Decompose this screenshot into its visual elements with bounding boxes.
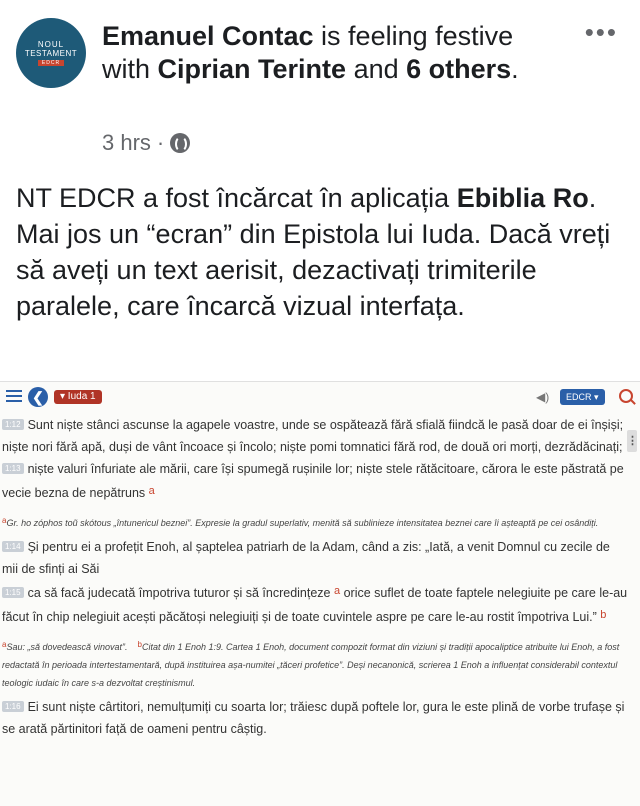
post-body	[16, 180, 631, 324]
page-avatar[interactable]	[16, 18, 86, 88]
verse-text: orice suflet de toate faptele nelegiuite pe care le-au făcut în chip nelegiuit acești păcătoși nelegiuiți și de toate cuvintele aspre pe care le-au rostit împotriva Lui.”	[2, 586, 628, 624]
verse-text: Sunt niște stânci ascunse la agapele voastre, unde se ospătează fără sfială fiindcă le pasă doar de ei înșiși; niște nori fără apă, duși de vânt încoace și încolo; niște pomi tomnatici fără rod, de două ori morți, dezrădăcinați;	[2, 418, 624, 454]
footnote-marker: a	[2, 640, 7, 649]
footnote-marker[interactable]: b	[600, 609, 607, 621]
footnote-text: Gr. ho zóphos toũ skótous „întunericul beznei”. Expresie la gradul superlativ, menită să sublinieze intensitatea beznei care îi așteaptă pe cei osândiți.	[6, 518, 599, 528]
speaker-icon[interactable]: ◀)	[536, 390, 550, 404]
verse-text: niște valuri înfuriate ale mării, care își spumegă rușinile lor; niște stele rătăcitoare, cărora le este păstrată pe vecie bezna de nepătruns	[2, 462, 624, 500]
tagged-user[interactable]: Ciprian Terinte	[157, 54, 347, 84]
book-selector[interactable]: ▾ Iuda 1	[54, 390, 102, 404]
verse-number[interactable]: 1:14	[2, 541, 24, 552]
verse-list	[2, 414, 628, 740]
post-time[interactable]: 3 hrs	[102, 130, 151, 155]
verse-number[interactable]: 1:15	[2, 587, 24, 598]
verse-12	[2, 414, 628, 458]
footnote-marker[interactable]: a	[148, 485, 155, 497]
avatar-line-1: NOUL	[37, 40, 65, 49]
verse-number[interactable]: 1:16	[2, 701, 24, 712]
version-selector[interactable]: EDCR ▾	[560, 389, 605, 405]
meta-dot: ·	[156, 130, 165, 155]
app-toolbar	[0, 382, 640, 412]
post-body-post: . Mai jos un “ecran” din Epistola lui Iuda. Dacă vreți să aveți un text aerisit, dezactivați trimiterile paralele, care încarcă vizual interfața.	[16, 183, 611, 321]
post-body-pre: NT EDCR a fost încărcat în aplicația	[16, 183, 457, 213]
footnote-text: Sau: „să dovedească vinovat”.	[6, 642, 128, 652]
verse-15	[2, 580, 628, 628]
feeling-text: is feeling festive with	[102, 21, 514, 84]
more-options-icon[interactable]: •••	[584, 17, 618, 47]
search-icon[interactable]	[619, 389, 633, 403]
verse-14	[2, 536, 628, 580]
footnote	[2, 636, 628, 692]
side-menu-icon[interactable]: ⋮	[627, 430, 637, 452]
verse-16	[2, 696, 628, 740]
back-icon[interactable]: ❮	[28, 387, 48, 407]
verse-text: Și pentru ei a profețit Enoh, al șaptelea patriarh de la Adam, când a zis: „Iată, a venit Domnul cu zecile de mii de sfinți ai Săi	[2, 540, 610, 576]
verse-13	[2, 458, 628, 504]
avatar-line-2: TESTAMENT	[24, 49, 78, 58]
verse-number[interactable]: 1:12	[2, 419, 24, 430]
author-name[interactable]: Emanuel Contac	[102, 21, 314, 51]
footnote-marker: b	[137, 640, 142, 649]
header-period: .	[511, 54, 519, 84]
post-meta	[102, 130, 190, 156]
footnote-marker: a	[2, 516, 7, 525]
post-body-app: Ebiblia Ro	[456, 183, 589, 213]
footnote-marker[interactable]: a	[334, 585, 341, 597]
post-header	[102, 20, 552, 86]
footnote-text: Citat din 1 Enoh 1:9. Cartea 1 Enoh, document compozit format din viziuni și tradiții apocaliptice atribuite lui Enoh, a fost redactată în perioada intertestamentară, după instituirea așa-numitei „tăceri profetice”. Deși necanonică, scrierea 1 Enoh a influențat considerabil contextul teologic iudaic în care s-a dezvoltat creștinismul.	[2, 642, 620, 688]
footnote	[2, 512, 628, 532]
verse-number[interactable]: 1:13	[2, 463, 24, 474]
others-link[interactable]: 6 others	[406, 54, 512, 84]
menu-icon[interactable]	[6, 390, 22, 405]
avatar-line-3: EDCR	[38, 60, 64, 66]
verse-text: ca să facă judecată împotriva tuturor și să încredințeze	[27, 586, 331, 600]
verse-text: Ei sunt niște cârtitori, nemulțumiți cu soarta lor; trăiesc după poftele lor, gura le este plină de vorbe trufașe și se arată părtinitori față de oameni pentru câștig.	[2, 700, 625, 736]
globe-icon	[170, 133, 190, 153]
attached-screenshot[interactable]	[0, 381, 640, 806]
and-text: and	[346, 54, 407, 84]
